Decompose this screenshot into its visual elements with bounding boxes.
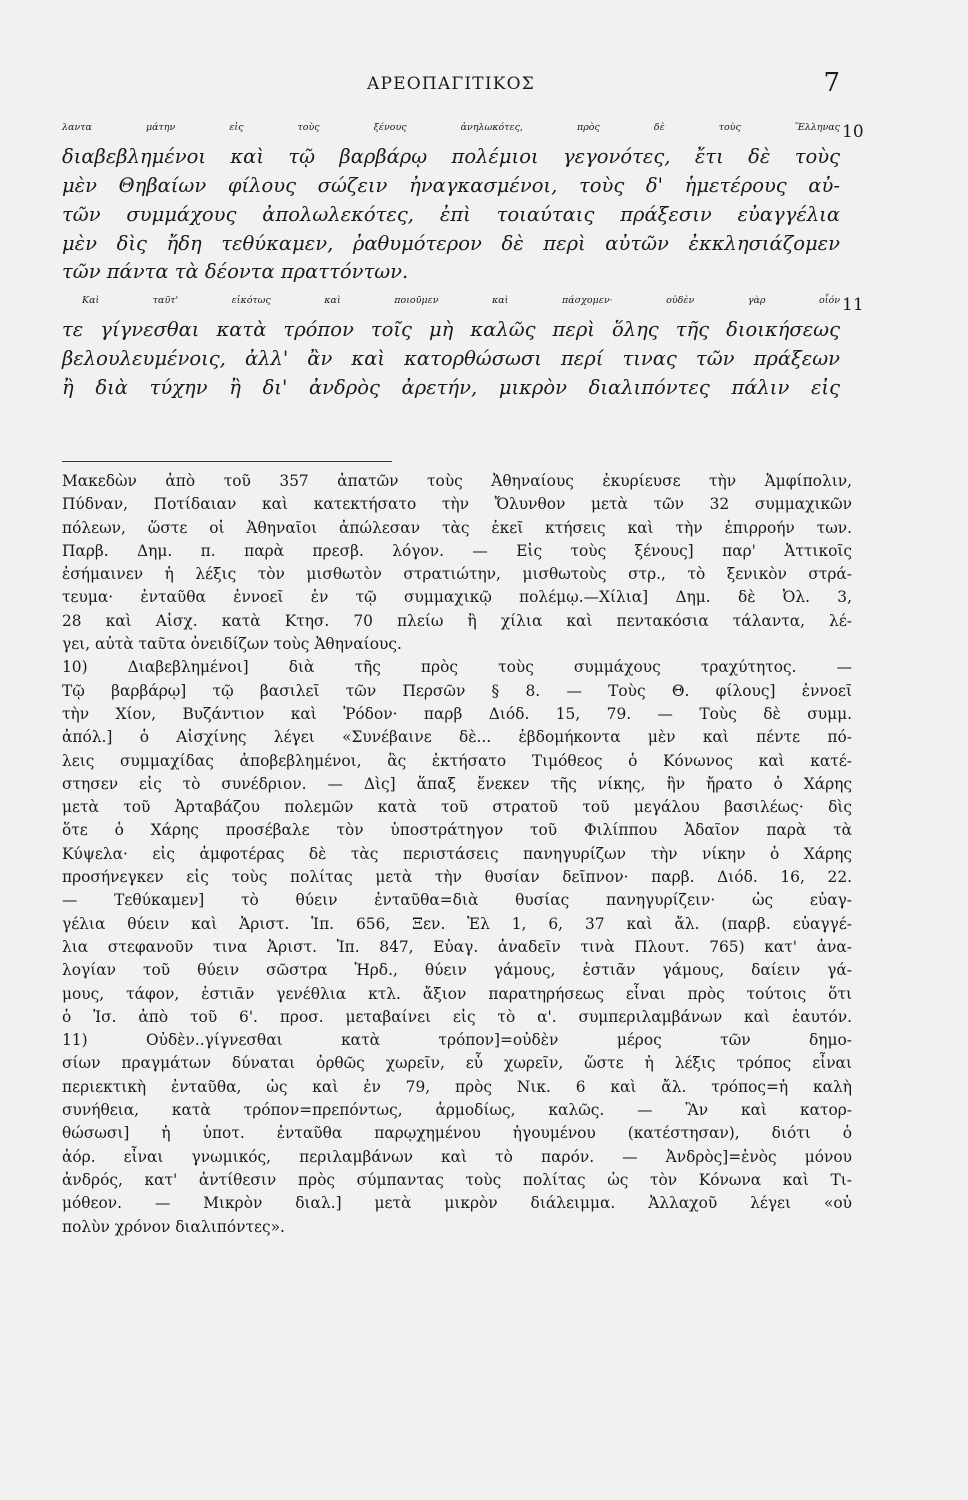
footnote-line: λια στεφανοῦν τινα Ἀριστ. Ἱπ. 847, Εὐαγ. ἀναδεῖν τινὰ Πλουτ. 765) κατ' ἀνα- — [62, 937, 852, 956]
footnote-line: θώσωσι] ἡ ὑποτ. ἐνταῦθα παρῳχημένου ἡγουμένου (κατέστησαν), διότι ὁ — [62, 1124, 852, 1143]
running-title: ΑΡΕΟΠΑΓΙΤΙΚΟΣ — [367, 74, 535, 94]
footnote-line: ὁ Ἰσ. ἀπὸ τοῦ 6'. προσ. μεταβαίνει εἰς τὸ α'. συμπεριλαμβάνων καὶ ἑαυτόν. — [62, 1007, 852, 1026]
section-number: 11 — [842, 295, 864, 316]
main-text-line-text: τῶν πάντα τὰ δέοντα πραττόντων. — [62, 260, 409, 284]
footnote-line: — Τεθύκαμεν] τὸ θύειν ἐνταῦθα=διὰ θυσίας πανηγυρίζειν· ὡς εὐαγ- — [62, 891, 852, 910]
footnote-line: πολὺν χρόνον διαλιπόντες». — [62, 1217, 285, 1236]
main-text-line — [62, 345, 840, 374]
footnote-line: προσήνεγκεν εἰς τοὺς πολίτας μετὰ τὴν θυσίαν δεῖπνον· παρβ. Διόδ. 16, 22. — [62, 868, 852, 887]
main-text-line-text: μὲν Θηβαίων φίλους σώζειν ἠναγκασμένοι, τοὺς δ' ἡμετέρους αὐ- — [62, 173, 840, 197]
footnote-line: περιεκτικὴ ἐνταῦθα, ὡς καὶ ἐν 79, πρὸς Νικ. 6 καὶ ἄλ. τρόπος=ἡ καλὴ — [62, 1077, 852, 1096]
footnote-line: ὅτε ὁ Χάρης προσέβαλε τὸν ὑποστράτηγον τοῦ Φιλίππου Ἀδαῖον παρὰ τὰ — [62, 821, 852, 840]
main-text-line-text: τε γίγνεσθαι κατὰ τρόπον τοῖς μὴ καλῶς περὶ ὅλης τῆς διοικήσεως — [62, 318, 840, 342]
main-text-line — [62, 230, 840, 259]
main-text-line-text: διαβεβλημένοι καὶ τῷ βαρβάρῳ πολέμιοι γεγονότες, ἔτι δὲ τοὺς — [62, 144, 840, 168]
footnote-line: 11) Οὐδὲν..γίγνεσθαι κατὰ τρόπον]=οὐδὲν μέρος τῶν δημο- — [62, 1031, 852, 1050]
main-text-line-text: βελουλευμένοις, ἀλλ' ἂν καὶ κατορθώσωσι περί τινας τῶν πράξεων — [62, 347, 840, 371]
footnote-line: σίων πραγμάτων δύναται ὀρθῶς χωρεῖν, εὖ χωρεῖν, ὥστε ἡ λέξις τρόπος εἶναι — [62, 1054, 852, 1073]
main-text-line-text: μὲν δὶς ἤδη τεθύκαμεν, ῥαθυμότερον δὲ περὶ αὐτῶν ἐκκλησιάζομεν — [62, 231, 840, 255]
main-text-line — [62, 287, 864, 316]
main-text-line-text: λαντα μάτην εἰς τοὺς ξένους ἀνηλωκότες, πρὸς δὲ τοὺς Ἕλληνας — [62, 122, 840, 133]
main-text-line — [62, 143, 840, 172]
main-text-line — [62, 172, 840, 201]
footnotes — [62, 470, 852, 1239]
footnote-line: λεις συμμαχίδας ἀποβεβλημένοι, ἃς ἐκτήσατο Τιμόθεος ὁ Κόνωνος καὶ κατέ- — [62, 751, 852, 770]
footnote-line: στησεν εἰς τὸ συνέδριον. — Δὶς] ἅπαξ ἕνεκεν τῆς νίκης, ἣν ἤρατο ὁ Χάρης — [62, 774, 852, 793]
main-text-line-text: Καὶ ταῦτ' εἰκότως καὶ ποιοῦμεν καὶ πάσχομεν· οὐδὲν γὰρ οἷόν — [82, 295, 840, 307]
footnote-line: τὴν Χίον, Βυζάντιον καὶ Ῥόδον· παρβ Διόδ. 15, 79. — Τοὺς δὲ συμμ. — [62, 704, 852, 723]
footnote-line: ἐσήμαινεν ἡ λέξις τὸν μισθωτὸν στρατιώτην, μισθωτοὺς στρ., τὸ ξενικὸν στρά- — [62, 565, 852, 584]
footnote-line: πόλεων, ὥστε οἱ Ἀθηναῖοι ἀπώλεσαν τὰς ἐκεῖ κτήσεις καὶ τὴν ἐπιρροήν των. — [62, 518, 852, 537]
footnote-line: μετὰ τοῦ Ἀρταβάζου πολεμῶν κατὰ τοῦ στρατοῦ τοῦ μεγάλου βασιλέως· δὶς — [62, 798, 852, 817]
footnote-line: 10) Διαβεβλημένοι] διὰ τῆς πρὸς τοὺς συμμάχους τραχύτητος. — — [62, 658, 852, 677]
footnote-line: Πύδναν, Ποτίδαιαν καὶ κατεκτήσατο τὴν Ὄλυνθον μετὰ τῶν 32 συμμαχικῶν — [62, 495, 852, 514]
footnote-line: μόθεον. — Μικρὸν διαλ.] μετὰ μικρὸν διάλειμμα. Ἀλλαχοῦ λέγει «οὐ — [62, 1194, 852, 1213]
footnote-line: Κύψελα· εἰς ἀμφοτέρας δὲ τὰς περιστάσεις πανηγυρίζων τὴν νίκην ὁ Χάρης — [62, 844, 852, 863]
main-text-line — [62, 258, 840, 287]
footnote-line: Τῷ βαρβάρῳ] τῷ βασιλεῖ τῶν Περσῶν § 8. — Τοὺς Θ. φίλους] ἐννοεῖ — [62, 681, 852, 700]
footnote-line: μους, τάφον, ἑστιᾶν γενέθλια κτλ. ἄξιον παρατηρήσεως εἶναι πρὸς τούτοις ὅτι — [62, 984, 852, 1003]
section-number: 10 — [842, 122, 864, 142]
footnote-line: 28 καὶ Αἰσχ. κατὰ Κτησ. 70 πλείω ἢ χίλια καὶ πεντακόσια τάλαντα, λέ- — [62, 611, 852, 630]
footnote-line: συνήθεια, κατὰ τρόπον=πρεπόντως, ἁρμοδίως, καλῶς. — Ἂν καὶ κατορ- — [62, 1101, 852, 1120]
main-text-line-text: ἢ διὰ τύχην ἢ δι' ἀνδρὸς ἀρετήν, μικρὸν διαλιπόντες πάλιν εἰς — [62, 376, 840, 400]
page-number: 7 — [823, 68, 840, 98]
main-text-line — [62, 316, 840, 345]
footnote-line: λογίαν τοῦ θύειν σῶστρα Ἡρδ., θύειν γάμους, ἑστιᾶν γάμους, δαίειν γά- — [62, 961, 852, 980]
page-header — [62, 68, 840, 104]
footnote-divider — [62, 461, 392, 462]
footnote-line: ἀνδρός, κατ' ἀντίθεσιν πρὸς σύμπαντας τοὺς πολίτας ὡς τὸν Κόνωνα καὶ Τι- — [62, 1170, 852, 1189]
footnote-line: γει, αὐτὰ ταῦτα ὀνειδίζων τοὺς Ἀθηναίους. — [62, 635, 402, 654]
footnote-line: Παρβ. Δημ. π. παρὰ πρεσβ. λόγον. — Εἰς τοὺς ξένους] παρ' Ἀττικοῖς — [62, 541, 852, 560]
footnote-line: Μακεδὼν ἀπὸ τοῦ 357 ἀπατῶν τοὺς Ἀθηναίους ἐκυρίευσε τὴν Ἀμφίπολιν, — [62, 472, 852, 490]
footnote-line: γέλια θύειν καὶ Ἀριστ. Ἱπ. 656, Ξεν. Ἑλ 1, 6, 37 καὶ ἄλ. (παρβ. εὐαγγέ- — [62, 914, 852, 933]
footnote-line: τευμα· ἐνταῦθα ἐννοεῖ ἐν τῷ συμμαχικῷ πολέμῳ.—Χίλια] Δημ. δὲ Ὀλ. 3, — [62, 588, 852, 607]
main-text-line — [62, 114, 864, 143]
main-text-line — [62, 374, 840, 403]
footnote-line: ἀπόλ.] ὁ Αἰσχίνης λέγει «Συνέβαινε δὲ... ἑβδομήκοντα μὲν καὶ πέντε πό- — [62, 728, 852, 747]
main-text — [62, 114, 864, 403]
footnote-line: ἀόρ. εἶναι γνωμικός, περιλαμβάνων καὶ τὸ παρόν. — Ἀνδρὸς]=ἑνὸς μόνου — [62, 1147, 852, 1166]
main-text-line — [62, 201, 840, 230]
main-text-line-text: τῶν συμμάχους ἀπολωλεκότες, ἐπὶ τοιαύταις πράξεσιν εὐαγγέλια — [62, 202, 840, 226]
